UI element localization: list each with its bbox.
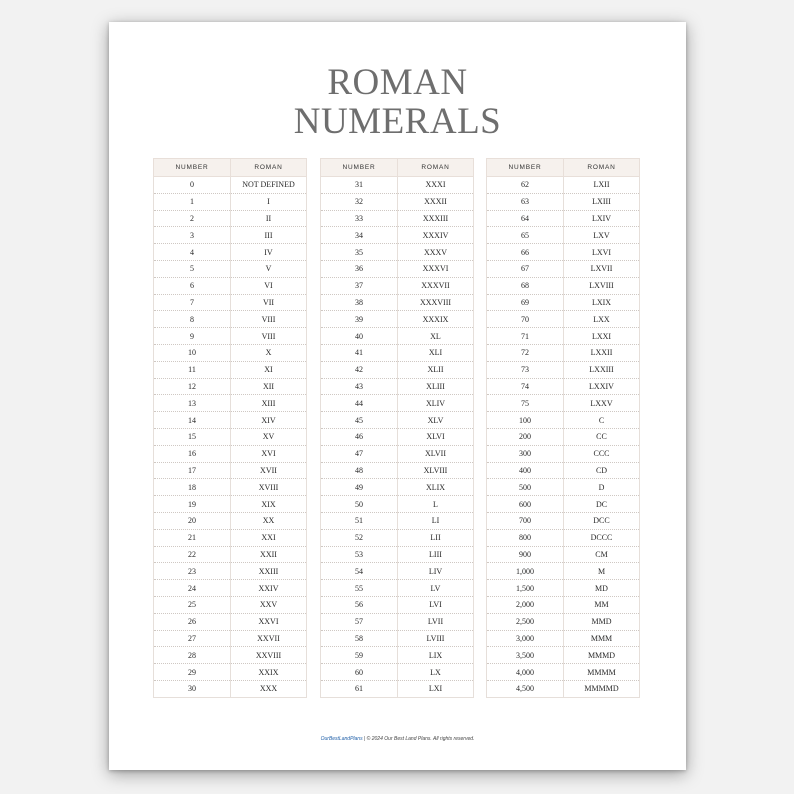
roman-cell: XXVI — [231, 613, 307, 630]
table-row — [321, 512, 474, 529]
roman-cell: L — [398, 496, 474, 513]
table-row — [321, 344, 474, 361]
number-cell: 12 — [154, 378, 231, 395]
number-cell: 600 — [487, 496, 564, 513]
table-row — [154, 344, 307, 361]
number-cell: 30 — [154, 680, 231, 697]
number-cell: 46 — [321, 428, 398, 445]
table-row — [321, 630, 474, 647]
roman-cell: LXVIII — [564, 277, 640, 294]
roman-cell: XVI — [231, 445, 307, 462]
title-line-2: NUMERALS — [293, 101, 502, 142]
table-row — [154, 428, 307, 445]
roman-cell: I — [231, 193, 307, 210]
table-row — [487, 462, 640, 479]
number-cell: 4,000 — [487, 664, 564, 681]
table-row — [487, 596, 640, 613]
number-column-header: NUMBER — [154, 159, 231, 177]
table-row — [154, 580, 307, 597]
roman-cell: XLIX — [398, 479, 474, 496]
table-row — [487, 294, 640, 311]
table-row — [487, 512, 640, 529]
number-cell: 66 — [487, 244, 564, 261]
roman-cell: LXIV — [564, 210, 640, 227]
roman-cell: XXII — [231, 546, 307, 563]
roman-cell: MMM — [564, 630, 640, 647]
table-row — [487, 563, 640, 580]
number-cell: 36 — [321, 260, 398, 277]
number-cell: 400 — [487, 462, 564, 479]
number-cell: 16 — [154, 445, 231, 462]
number-cell: 22 — [154, 546, 231, 563]
table-row — [487, 193, 640, 210]
number-cell: 200 — [487, 428, 564, 445]
roman-cell: XXXVII — [398, 277, 474, 294]
number-cell: 3,000 — [487, 630, 564, 647]
numeral-table-3 — [486, 158, 640, 698]
table-row — [487, 647, 640, 664]
roman-cell: LXVII — [564, 260, 640, 277]
table-row — [321, 378, 474, 395]
numeral-table-1 — [153, 158, 307, 698]
roman-cell: LXXI — [564, 328, 640, 345]
numeral-table-2 — [320, 158, 474, 698]
roman-cell: LVI — [398, 596, 474, 613]
table-row — [321, 277, 474, 294]
table-row — [487, 680, 640, 697]
number-cell: 4 — [154, 244, 231, 261]
number-cell: 70 — [487, 311, 564, 328]
number-cell: 100 — [487, 412, 564, 429]
table-row — [154, 512, 307, 529]
number-cell: 33 — [321, 210, 398, 227]
table-row — [154, 277, 307, 294]
number-cell: 1 — [154, 193, 231, 210]
roman-cell: XVII — [231, 462, 307, 479]
table-row — [487, 613, 640, 630]
roman-cell: XXX — [231, 680, 307, 697]
number-cell: 300 — [487, 445, 564, 462]
roman-cell: XLV — [398, 412, 474, 429]
number-cell: 20 — [154, 512, 231, 529]
table-row — [321, 613, 474, 630]
number-cell: 72 — [487, 344, 564, 361]
number-cell: 48 — [321, 462, 398, 479]
roman-cell: MD — [564, 580, 640, 597]
table-row — [154, 664, 307, 681]
number-cell: 51 — [321, 512, 398, 529]
number-cell: 21 — [154, 529, 231, 546]
roman-cell: CD — [564, 462, 640, 479]
table-row — [154, 462, 307, 479]
number-cell: 900 — [487, 546, 564, 563]
number-cell: 35 — [321, 244, 398, 261]
number-cell: 32 — [321, 193, 398, 210]
table-row — [154, 546, 307, 563]
roman-cell: XII — [231, 378, 307, 395]
roman-cell: LX — [398, 664, 474, 681]
number-cell: 31 — [321, 177, 398, 194]
roman-cell: LXXIII — [564, 361, 640, 378]
number-cell: 40 — [321, 328, 398, 345]
roman-column-header: ROMAN — [231, 159, 307, 177]
number-cell: 15 — [154, 428, 231, 445]
table-row — [321, 260, 474, 277]
roman-cell: XXXIX — [398, 311, 474, 328]
number-cell: 3 — [154, 227, 231, 244]
roman-cell: MMD — [564, 613, 640, 630]
table-row — [487, 277, 640, 294]
roman-cell: XLVIII — [398, 462, 474, 479]
number-cell: 73 — [487, 361, 564, 378]
number-cell: 61 — [321, 680, 398, 697]
table-row — [154, 613, 307, 630]
table-row — [487, 580, 640, 597]
table-row — [487, 395, 640, 412]
roman-cell: XXVII — [231, 630, 307, 647]
number-cell: 24 — [154, 580, 231, 597]
roman-cell: LXXV — [564, 395, 640, 412]
number-cell: 26 — [154, 613, 231, 630]
number-cell: 71 — [487, 328, 564, 345]
table-row — [154, 361, 307, 378]
roman-cell: DC — [564, 496, 640, 513]
table-row — [154, 445, 307, 462]
number-cell: 59 — [321, 647, 398, 664]
table-row — [154, 563, 307, 580]
number-cell: 14 — [154, 412, 231, 429]
roman-cell: VII — [231, 294, 307, 311]
roman-cell: LIV — [398, 563, 474, 580]
number-cell: 56 — [321, 596, 398, 613]
table-row — [487, 361, 640, 378]
table-row — [321, 596, 474, 613]
number-cell: 2,500 — [487, 613, 564, 630]
title-line-1: ROMAN — [327, 62, 468, 103]
table-row — [321, 546, 474, 563]
number-cell: 58 — [321, 630, 398, 647]
roman-cell: XVIII — [231, 479, 307, 496]
table-row — [154, 395, 307, 412]
number-cell: 8 — [154, 311, 231, 328]
roman-cell: XXXVI — [398, 260, 474, 277]
table-row — [321, 462, 474, 479]
table-row — [487, 311, 640, 328]
table-row — [154, 479, 307, 496]
table-row — [487, 664, 640, 681]
table-row — [487, 378, 640, 395]
printable-sheet — [109, 22, 686, 770]
number-cell: 25 — [154, 596, 231, 613]
number-cell: 9 — [154, 328, 231, 345]
roman-cell: XXIX — [231, 664, 307, 681]
number-cell: 44 — [321, 395, 398, 412]
table-row — [154, 177, 307, 194]
table-row — [154, 227, 307, 244]
number-column-header: NUMBER — [321, 159, 398, 177]
roman-cell: XXVIII — [231, 647, 307, 664]
roman-cell: XXXIII — [398, 210, 474, 227]
table-row — [321, 294, 474, 311]
roman-cell: LXXIV — [564, 378, 640, 395]
roman-cell: XXXV — [398, 244, 474, 261]
number-cell: 28 — [154, 647, 231, 664]
roman-cell: LV — [398, 580, 474, 597]
number-cell: 5 — [154, 260, 231, 277]
roman-cell: MM — [564, 596, 640, 613]
roman-cell: LXIII — [564, 193, 640, 210]
roman-cell: XV — [231, 428, 307, 445]
roman-cell: MMMM — [564, 664, 640, 681]
number-cell: 23 — [154, 563, 231, 580]
number-cell: 13 — [154, 395, 231, 412]
table-row — [321, 193, 474, 210]
table-row — [487, 328, 640, 345]
roman-cell: LXXII — [564, 344, 640, 361]
brand-link[interactable]: OurBestLandPlans — [320, 736, 363, 742]
roman-cell: XXI — [231, 529, 307, 546]
roman-cell: M — [564, 563, 640, 580]
copyright-text: | © 2024 Our Best Land Plans. All rights reserved. — [362, 736, 475, 742]
number-cell: 6 — [154, 277, 231, 294]
number-cell: 19 — [154, 496, 231, 513]
number-cell: 52 — [321, 529, 398, 546]
table-row — [154, 647, 307, 664]
roman-cell: VI — [231, 277, 307, 294]
table-row — [487, 445, 640, 462]
roman-cell: XLVII — [398, 445, 474, 462]
number-cell: 54 — [321, 563, 398, 580]
table-row — [154, 596, 307, 613]
table-row — [154, 529, 307, 546]
roman-cell: XLII — [398, 361, 474, 378]
number-cell: 65 — [487, 227, 564, 244]
table-row — [321, 563, 474, 580]
table-row — [321, 496, 474, 513]
roman-cell: LVII — [398, 613, 474, 630]
roman-cell: LIII — [398, 546, 474, 563]
number-cell: 11 — [154, 361, 231, 378]
number-cell: 27 — [154, 630, 231, 647]
number-cell: 43 — [321, 378, 398, 395]
roman-cell: CM — [564, 546, 640, 563]
roman-cell: NOT DEFINED — [231, 177, 307, 194]
table-row — [154, 680, 307, 697]
roman-cell: III — [231, 227, 307, 244]
roman-cell: C — [564, 412, 640, 429]
roman-column-header: ROMAN — [564, 159, 640, 177]
number-cell: 55 — [321, 580, 398, 597]
number-cell: 42 — [321, 361, 398, 378]
number-cell: 50 — [321, 496, 398, 513]
number-cell: 37 — [321, 277, 398, 294]
number-cell: 74 — [487, 378, 564, 395]
number-cell: 17 — [154, 462, 231, 479]
table-row — [321, 244, 474, 261]
number-cell: 60 — [321, 664, 398, 681]
roman-cell: XXIV — [231, 580, 307, 597]
roman-cell: XXXII — [398, 193, 474, 210]
table-row — [154, 193, 307, 210]
number-cell: 69 — [487, 294, 564, 311]
roman-cell: CCC — [564, 445, 640, 462]
number-cell: 2,000 — [487, 596, 564, 613]
table-row — [321, 412, 474, 429]
table-row — [487, 260, 640, 277]
table-row — [321, 445, 474, 462]
number-cell: 38 — [321, 294, 398, 311]
roman-cell: XX — [231, 512, 307, 529]
roman-cell: XXXI — [398, 177, 474, 194]
number-cell: 62 — [487, 177, 564, 194]
table-row — [154, 630, 307, 647]
roman-cell: LXVI — [564, 244, 640, 261]
table-row — [487, 177, 640, 194]
number-cell: 41 — [321, 344, 398, 361]
roman-cell: XL — [398, 328, 474, 345]
roman-cell: DCCC — [564, 529, 640, 546]
table-row — [321, 328, 474, 345]
roman-column-header: ROMAN — [398, 159, 474, 177]
table-row — [321, 664, 474, 681]
table-row — [154, 496, 307, 513]
table-row — [321, 395, 474, 412]
number-cell: 47 — [321, 445, 398, 462]
number-cell: 49 — [321, 479, 398, 496]
roman-cell: XLI — [398, 344, 474, 361]
table-row — [154, 244, 307, 261]
table-row — [154, 378, 307, 395]
table-row — [154, 328, 307, 345]
table-row — [154, 260, 307, 277]
number-cell: 34 — [321, 227, 398, 244]
roman-cell: LXV — [564, 227, 640, 244]
table-row — [487, 412, 640, 429]
roman-cell: LXI — [398, 680, 474, 697]
table-row — [321, 177, 474, 194]
table-row — [154, 210, 307, 227]
roman-cell: XXXVIII — [398, 294, 474, 311]
roman-cell: V — [231, 260, 307, 277]
table-row — [487, 479, 640, 496]
table-row — [487, 227, 640, 244]
table-row — [487, 244, 640, 261]
roman-cell: D — [564, 479, 640, 496]
number-cell: 64 — [487, 210, 564, 227]
number-cell: 3,500 — [487, 647, 564, 664]
roman-cell: XI — [231, 361, 307, 378]
roman-cell: VIII — [231, 311, 307, 328]
roman-cell: XLIV — [398, 395, 474, 412]
roman-cell: LXII — [564, 177, 640, 194]
number-cell: 500 — [487, 479, 564, 496]
table-row — [321, 680, 474, 697]
roman-cell: X — [231, 344, 307, 361]
roman-cell: LXX — [564, 311, 640, 328]
roman-cell: MMMMD — [564, 680, 640, 697]
roman-cell: DCC — [564, 512, 640, 529]
roman-cell: MMMD — [564, 647, 640, 664]
table-row — [321, 580, 474, 597]
number-cell: 45 — [321, 412, 398, 429]
number-cell: 2 — [154, 210, 231, 227]
roman-cell: LII — [398, 529, 474, 546]
table-row — [321, 210, 474, 227]
number-cell: 4,500 — [487, 680, 564, 697]
roman-cell: XXV — [231, 596, 307, 613]
roman-cell: IV — [231, 244, 307, 261]
number-cell: 53 — [321, 546, 398, 563]
table-row — [487, 428, 640, 445]
table-row — [321, 647, 474, 664]
roman-cell: XIV — [231, 412, 307, 429]
roman-cell: VIII — [231, 328, 307, 345]
table-row — [321, 428, 474, 445]
number-cell: 1,500 — [487, 580, 564, 597]
table-row — [321, 227, 474, 244]
table-row — [487, 630, 640, 647]
table-row — [487, 546, 640, 563]
roman-cell: XIX — [231, 496, 307, 513]
roman-cell: XLVI — [398, 428, 474, 445]
table-row — [487, 529, 640, 546]
roman-cell: II — [231, 210, 307, 227]
roman-cell: CC — [564, 428, 640, 445]
page-title — [109, 63, 686, 141]
number-cell: 63 — [487, 193, 564, 210]
table-row — [487, 344, 640, 361]
table-row — [321, 361, 474, 378]
roman-cell: LI — [398, 512, 474, 529]
table-row — [321, 529, 474, 546]
table-row — [154, 311, 307, 328]
table-row — [487, 496, 640, 513]
table-row — [321, 311, 474, 328]
number-cell: 700 — [487, 512, 564, 529]
number-column-header: NUMBER — [487, 159, 564, 177]
roman-cell: LXIX — [564, 294, 640, 311]
table-row — [321, 479, 474, 496]
roman-cell: LVIII — [398, 630, 474, 647]
number-cell: 800 — [487, 529, 564, 546]
number-cell: 7 — [154, 294, 231, 311]
roman-cell: XLIII — [398, 378, 474, 395]
number-cell: 0 — [154, 177, 231, 194]
roman-cell: XXXIV — [398, 227, 474, 244]
number-cell: 10 — [154, 344, 231, 361]
number-cell: 67 — [487, 260, 564, 277]
number-cell: 75 — [487, 395, 564, 412]
number-cell: 18 — [154, 479, 231, 496]
number-cell: 1,000 — [487, 563, 564, 580]
table-row — [487, 210, 640, 227]
table-row — [154, 412, 307, 429]
number-cell: 57 — [321, 613, 398, 630]
roman-cell: XXIII — [231, 563, 307, 580]
copyright-footer — [109, 736, 686, 742]
table-row — [154, 294, 307, 311]
number-cell: 39 — [321, 311, 398, 328]
number-cell: 68 — [487, 277, 564, 294]
roman-cell: XIII — [231, 395, 307, 412]
roman-cell: LIX — [398, 647, 474, 664]
number-cell: 29 — [154, 664, 231, 681]
